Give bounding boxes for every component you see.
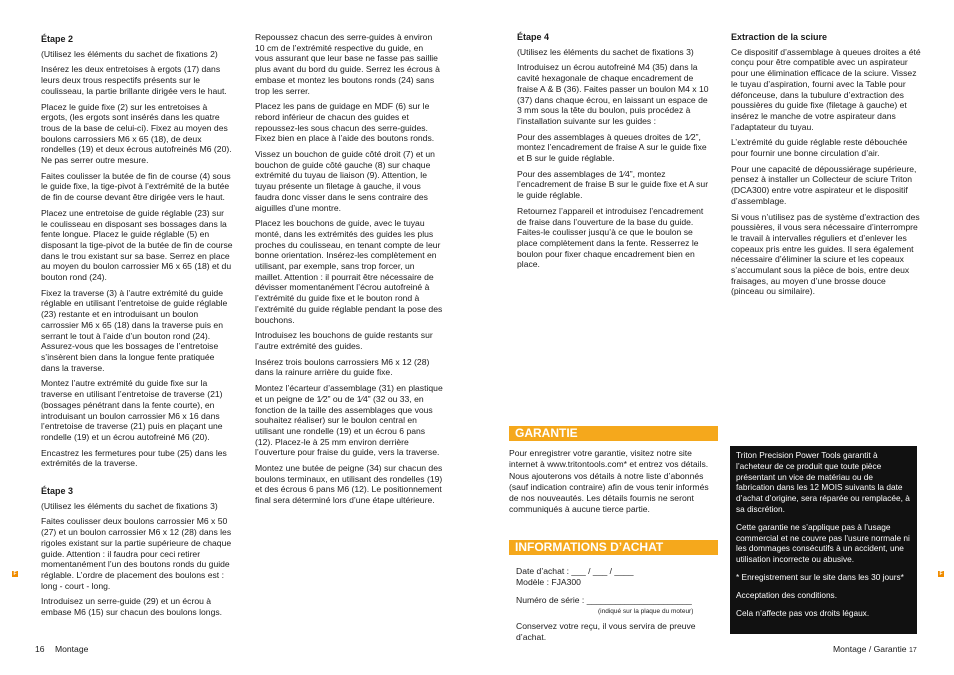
- paragraph: Vissez un bouchon de guide côté droit (7) et un bouchon de guide côté gauche (8) sur chaque extrémité du tuyau de liaison (9). Attention, le tuyau présente un filetage à gauche, il vous faudra donc visser dans le sens contraire des aiguilles d’une montre.: [255, 149, 435, 213]
- step3-title: Étape 3: [41, 486, 74, 497]
- serial-number-field: Numéro de série : ______________________: [516, 595, 692, 605]
- column-2: [255, 32, 443, 511]
- paragraph: Pour des assemblages de 1⁄4”, montez l’encadrement de fraise B sur le guide fixe et A sur le guide réglable.: [517, 168, 709, 201]
- garantie-text: Pour enregistrer votre garantie, visitez notre site internet à www.tritontools.com* et entrez vos détails. Nous ajouterons vos détails à notre liste d’abonnés (sauf indication contraire) afin de vous tenir informés de nos nouveautés. Les détails fournis ne seront communiqués à aucune tierce partie.: [509, 448, 709, 515]
- paragraph: Introduisez un écrou autofreiné M4 (35) dans la cavité hexagonale de chaque encadrement de fraise A & B (36). Faites passer un boulon M4 x 10 (37) dans chaque écrou, en laissant un espace de 3 mm sous la tête du boulon, puis procédez à l’installation suivante sur les guides :: [517, 62, 709, 126]
- paragraph: Pour des assemblages à queues droites de 1⁄2”, montez l’encadrement de fraise A sur le guide fixe et B sur le guide réglable.: [517, 131, 707, 164]
- serial-number-note: (indiqué sur la plaque du moteur): [598, 608, 694, 615]
- paragraph: Encastrez les fermetures pour tube (25) dans les extrémités de la traverse.: [41, 447, 227, 469]
- paragraph: Montez l’autre extrémité du guide fixe sur la traverse en utilisant l’entretoise de traverse (21) (bossages pénétrant dans la fente courte), en introduisant un boulon carrossier M6 x 16 dans l’entretoise de traverse (21) puis en plaçant une rondelle (19) et un écrou autofreiné M6 (20).: [41, 378, 223, 442]
- paragraph: Pour une capacité de dépoussiérage supérieure, pensez à installer un Collecteur de sciure Triton (DCA300) entre votre aspirateur et le dispositif d’assemblage.: [731, 163, 917, 206]
- footer-right: [833, 644, 917, 654]
- paragraph: Placez les pans de guidage en MDF (6) sur le rebord inférieur de chacun des guides et repoussez-les sous chacun des serre-guides. Fixez bien en place à l’aide des boutons ronds.: [255, 101, 435, 144]
- paragraph: Placez les bouchons de guide, avec le tuyau monté, dans les extrémités des guides les plus proches du coulisseau, en tenant compte de leur bonne orientation. Insérez-les complètement en utilisant, par exemple, sans trop forcer, un maillet. Attention : il pourrait être nécessaire de dévisser momentanément l’écrou autofreiné à l’extrémité du guide fixe et le bouton rond à l’extrémité du guide réglable pendant la pose des bouchons.: [255, 218, 443, 325]
- paragraph: Montez l’écarteur d’assemblage (31) en plastique et un peigne de 1⁄2” ou de 1⁄4” (32 ou 33, en fonction de la taille des assemblages que vous souhaitez réaliser) sur le boulon central en utilisant une rondelle (19) et un écrou 6 pans (12). Placez-le à 25 mm environ derrière l’ouverture pour fraise du guide, vers la traverse.: [255, 383, 443, 458]
- paragraph: Repoussez chacun des serre-guides à environ 10 cm de l’extrémité respective du guide, en vous assurant que leur base ne fasse pas saillie plus avant du bord du guide. Serrez les écrous à embase et montez les boutons ronds (24) sans trop les serrer.: [255, 32, 440, 96]
- language-tab-left: F: [13, 571, 17, 577]
- purchase-info-block: [516, 566, 716, 643]
- step2-title: Étape 2: [41, 34, 74, 44]
- paragraph: Ce dispositif d’assemblage à queues droites a été conçu pour être compatible avec un aspirateur pour une élimination efficace de la sciure. Vissez le tuyau d’aspiration, fourni avec la Table pour défonceuse, dans la tubulure d’extraction des poussières du guide fixe (filetage à gauche) et insérez le manche de votre aspirateur dans l’adaptateur du tuyau.: [731, 46, 921, 132]
- footer-left-label: Montage: [54, 644, 89, 654]
- model-label: Modèle : FJA300: [516, 577, 581, 587]
- paragraph: Faites coulisser la butée de fin de course (4) sous le guide fixe, la tige-pivot à l’extrémité de la butée de fin de course devant être dirigée vers le haut.: [41, 170, 231, 203]
- step4-title: Étape 4: [517, 32, 550, 42]
- column-4: [731, 32, 921, 302]
- column-3: [517, 32, 709, 275]
- language-tab-right: F: [939, 571, 943, 577]
- paragraph: Introduisez un serre-guide (29) et un écrou à embase M6 (15) sur chacun des boulons longs.: [41, 596, 223, 618]
- paragraph: Insérez les deux entretoises à ergots (17) dans leurs deux trous respectifs présents sur le coulisseau, la partie brillante dirigée vers le haut.: [41, 64, 227, 96]
- dust-extraction-title: Extraction de la sciure: [731, 32, 828, 42]
- warranty-paragraph: Cela n’affecte pas vos droits légaux.: [736, 607, 870, 618]
- page-number-right: 17: [908, 647, 917, 654]
- paragraph: Montez une butée de peigne (34) sur chacun des boulons terminaux, en utilisant des rondelles (19) et des écrous 6 pans M6 (12). Le positionnement final sera déterminé lors d’une étape ultérieure.: [255, 463, 443, 506]
- paragraph: L’extrémité du guide réglable reste débouchée pour fournir une bonne circulation d’air.: [731, 137, 908, 159]
- footer-left: [35, 644, 88, 654]
- warranty-paragraph: Cette garantie ne s’applique pas à l’usage commercial et ne couvre pas l’usure normale ni les dommages consécutifs à un accident, une utilisation incorrecte ou abusive.: [736, 521, 910, 565]
- paragraph: Si vous n’utilisez pas de système d’extraction des poussières, il vous sera nécessaire d’interrompre le travail à intervalles réguliers et d’enlever les copeaux pris entre les guides. Il sera également nécessaire d’éliminer la sciure et les copeaux s’accumulant sous la pièce de bois, entre deux fraisages, au moyen d’une brosse douce (pinceau ou similaire).: [731, 211, 920, 297]
- purchase-date-field: Date d’achat : ___ / ___ / ____: [516, 566, 634, 576]
- step2-subtitle: (Utilisez les éléments du sachet de fixations 2): [41, 48, 218, 59]
- paragraph: Faites coulisser deux boulons carrossier M6 x 50 (27) et un boulon carrossier M6 x 12 (28) dans les rigoles existant sur la partie supérieure de chaque guide. Attention : il faudra pour ceci retirer momentanément l’un des boutons ronds du guide réglable. L’ordre de placement des boulons est : long - court - long.: [41, 516, 232, 591]
- keep-receipt-note: Conservez votre reçu, il vous servira de preuve d’achat.: [516, 621, 696, 642]
- paragraph: Placez une entretoise de guide réglable (23) sur le coulisseau en disposant ses bossages dans la fente longue. Placez le guide réglable (5) en disposant la tige-pivot de la butée de fin de course dans le trou existant sur sa base. Serrez en place au moyen du boulon carrossier M6 x 65 (18) et du bouton rond (24).: [41, 207, 233, 283]
- warranty-box: [730, 446, 917, 634]
- warranty-paragraph: Triton Precision Power Tools garantit à l’acheteur de ce produit que toute pièce présentant un vice de matériau ou de fabrication dans les 12 MOIS suivants la date d’achat d’origine, sera réparée ou remplacée, à sa discrétion.: [736, 450, 910, 514]
- warranty-paragraph: * Enregistrement sur le site dans les 30 jours*: [736, 571, 904, 582]
- step3-subtitle: (Utilisez les éléments du sachet de fixations 3): [41, 500, 218, 511]
- step4-subtitle: (Utilisez les éléments du sachet de fixations 3): [517, 46, 694, 57]
- footer-right-label: Montage / Garantie: [833, 644, 907, 654]
- warranty-paragraph: Acceptation des conditions.: [736, 589, 838, 600]
- paragraph: Placez le guide fixe (2) sur les entretoises à ergots, (les ergots sont insérés dans les quatre trous de la base de celui-ci). Fixez au moyen des boulons carrossiers M6 x 65 (18), de deux rondelles (19) et deux écrous autofreinés M6 (20). Ne pas serrer outre mesure.: [41, 101, 232, 166]
- paragraph: Retournez l’appareil et introduisez l’encadrement de fraise dans l’ouverture de la base du guide. Faites-le coulisser jusqu’à ce que le boulon se place complètement dans la fente. Resserrez le boulon pour fixer chaque encadrement bien en place.: [517, 205, 704, 270]
- garantie-header: GARANTIE: [509, 426, 718, 441]
- purchase-info-header: INFORMATIONS D’ACHAT: [509, 540, 718, 555]
- column-1: [41, 34, 233, 623]
- paragraph: Insérez trois boulons carrossiers M6 x 12 (28) dans la rainure arrière du guide fixe.: [255, 356, 430, 378]
- page-number-left: 16: [35, 644, 45, 654]
- paragraph: Fixez la traverse (3) à l’autre extrémité du guide réglable en utilisant l’entretoise de guide réglable (23) restante et en introduisant un boulon carrossier M6 x 65 (18) dans la traverse puis en serrant le tout à l’aide d’un bouton rond (24). Assurez-vous que les bossages de l’entretoise s’insèrent bien dans la longue fente pratiquée dans la traverse.: [41, 287, 228, 373]
- paragraph: Introduisez les bouchons de guide restants sur l’autre extrémité des guides.: [255, 330, 433, 351]
